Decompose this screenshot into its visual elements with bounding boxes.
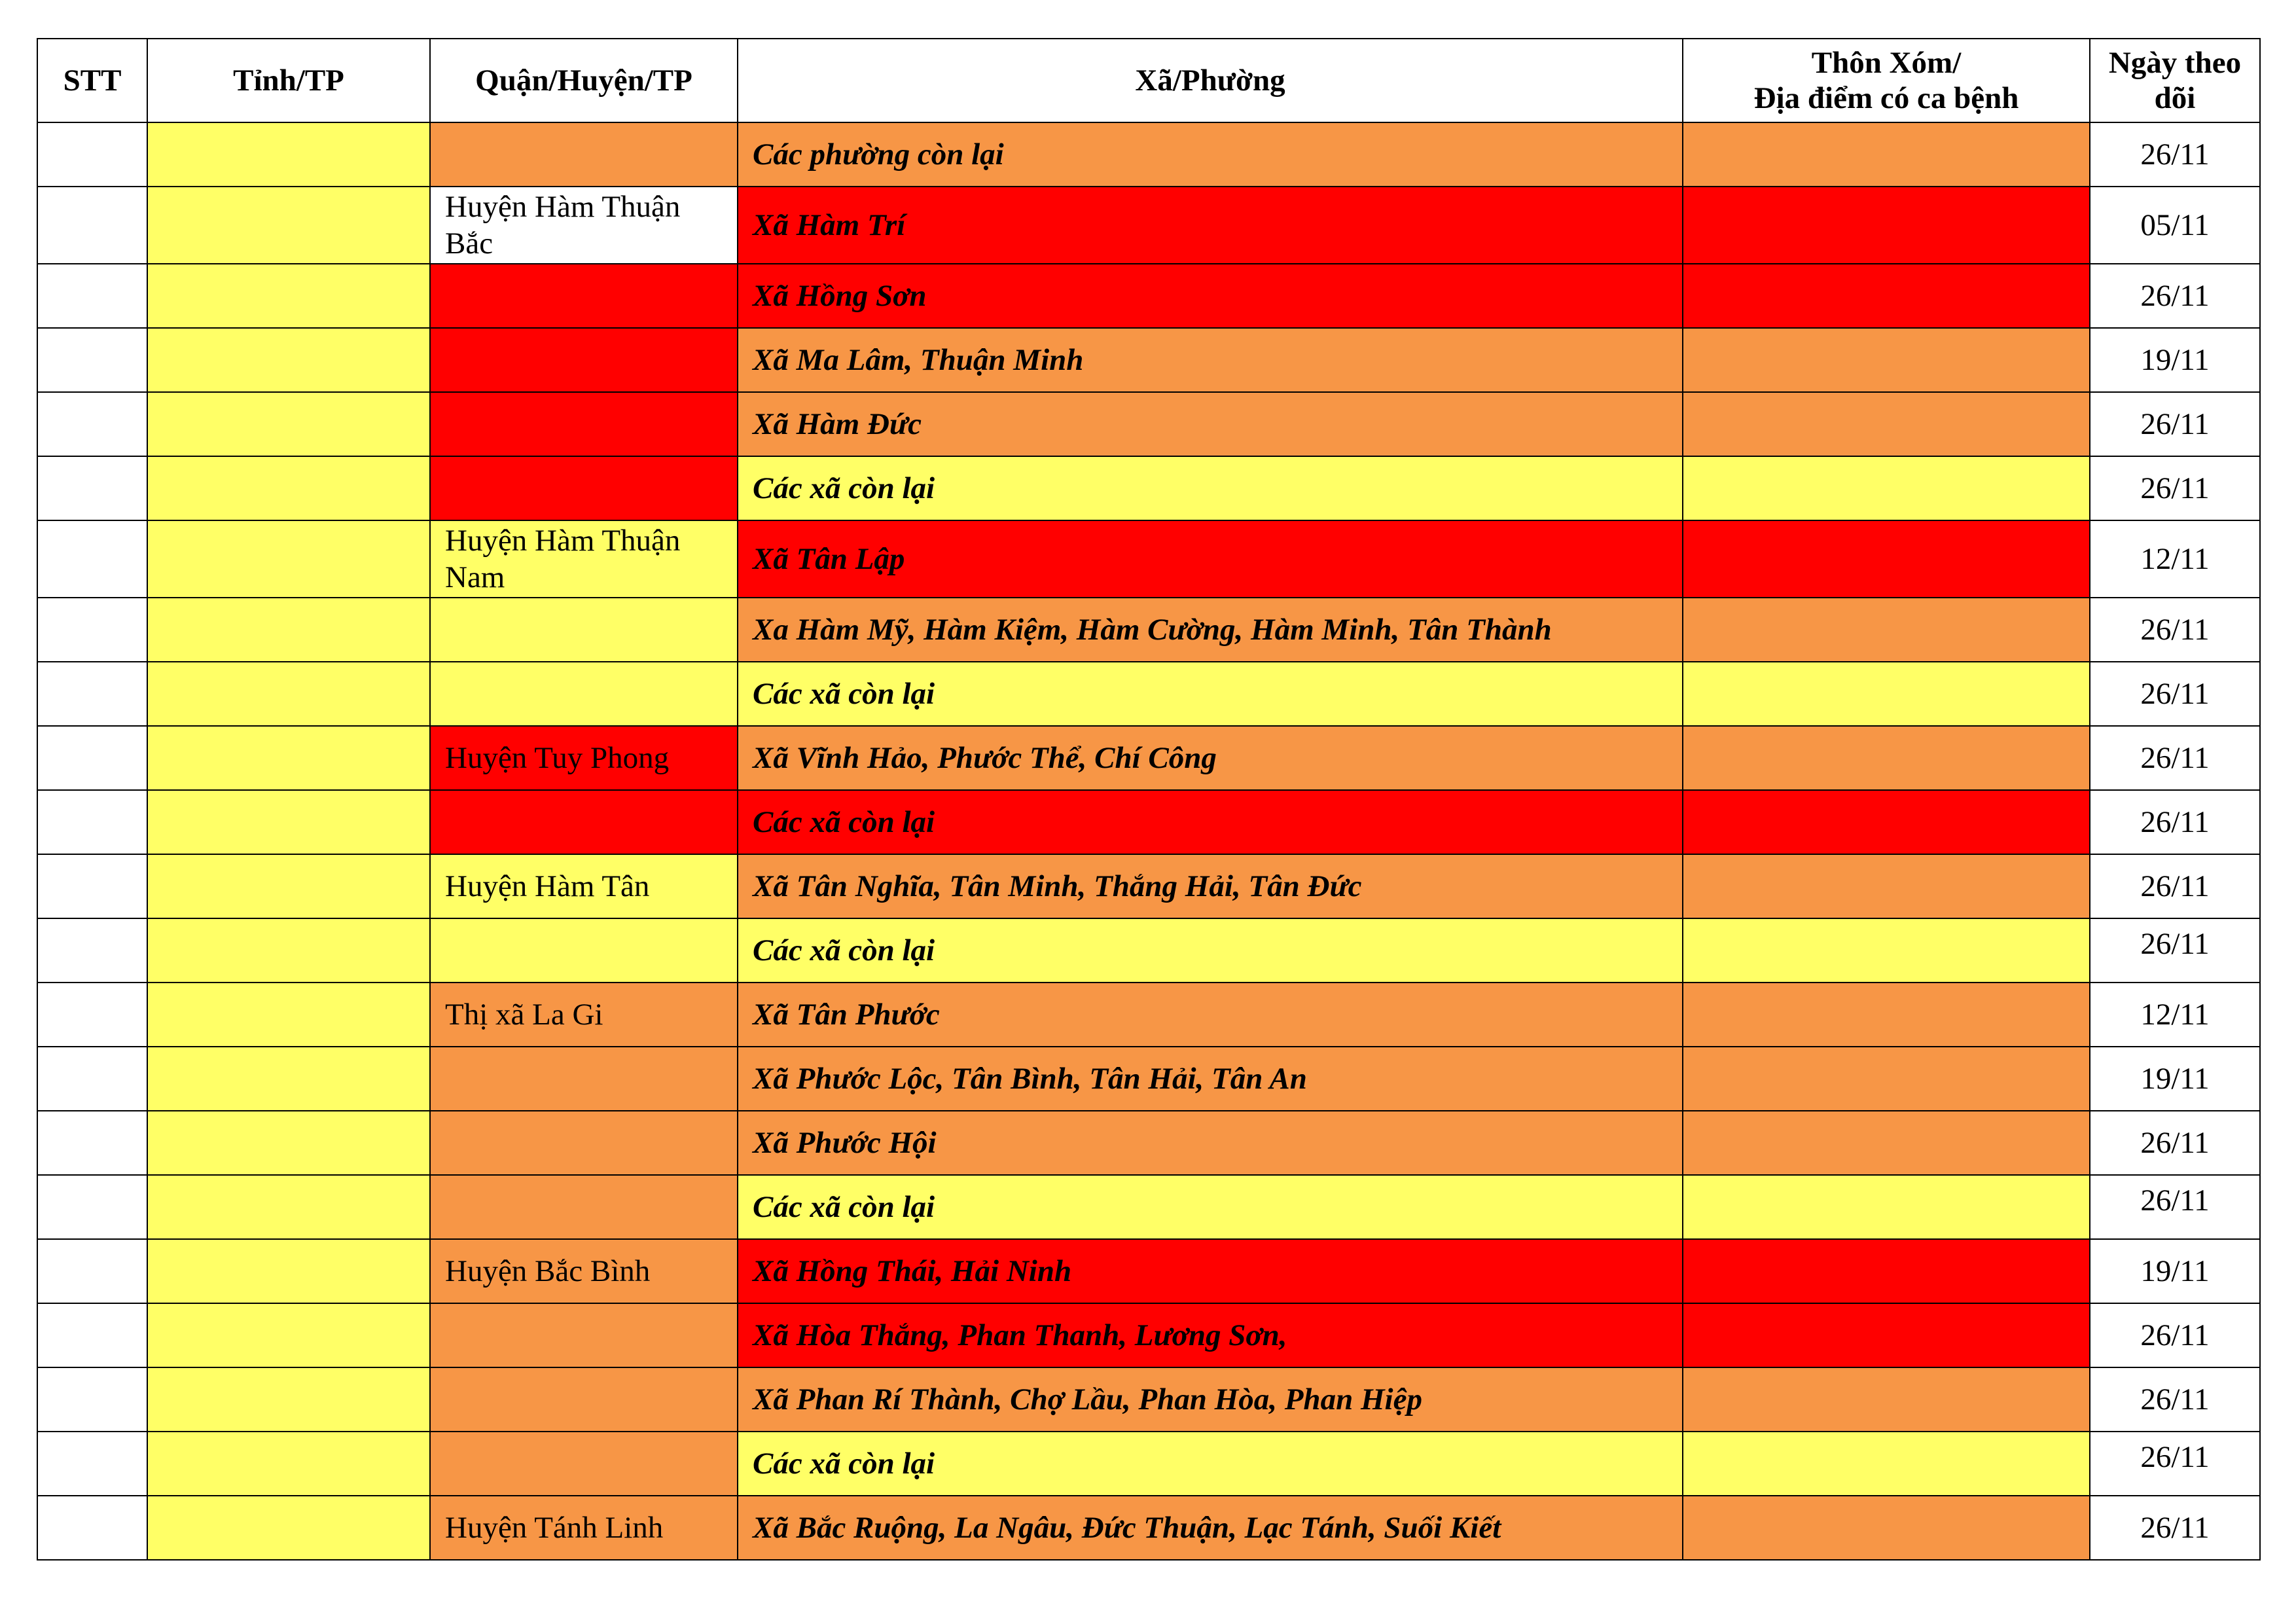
tracking-date-cell: 26/11 <box>2090 456 2260 520</box>
commune-cell: Xã Vĩnh Hảo, Phước Thể, Chí Công <box>738 726 1683 790</box>
tracking-date-cell: 26/11 <box>2090 1496 2260 1560</box>
header-date-line1: Ngày theo <box>2108 46 2242 80</box>
table-row <box>37 1047 2260 1111</box>
hamlet-cell <box>1683 392 2090 456</box>
tracking-date-cell: 12/11 <box>2090 520 2260 598</box>
province-cell <box>147 854 430 918</box>
province-cell <box>147 1496 430 1560</box>
hamlet-cell <box>1683 598 2090 662</box>
stt-cell <box>37 1367 147 1432</box>
province-cell <box>147 983 430 1047</box>
district-cell <box>430 1175 738 1239</box>
stt-cell <box>37 328 147 392</box>
hamlet-cell <box>1683 187 2090 264</box>
stt-cell <box>37 662 147 726</box>
commune-cell: Các xã còn lại <box>738 456 1683 520</box>
tracking-date-cell: 12/11 <box>2090 983 2260 1047</box>
commune-cell: Các xã còn lại <box>738 790 1683 854</box>
table-row <box>37 726 2260 790</box>
district-cell <box>430 456 738 520</box>
table-row <box>37 1239 2260 1303</box>
hamlet-cell <box>1683 983 2090 1047</box>
district-cell: Huyện Hàm Tân <box>430 854 738 918</box>
province-cell <box>147 1175 430 1239</box>
table-row <box>37 854 2260 918</box>
tracking-date-cell: 26/11 <box>2090 854 2260 918</box>
tracking-date-cell: 26/11 <box>2090 1111 2260 1175</box>
stt-cell <box>37 983 147 1047</box>
header-hamlet-line1: Thôn Xóm/ <box>1811 46 1962 80</box>
stt-cell <box>37 1175 147 1239</box>
stt-cell <box>37 264 147 328</box>
commune-cell: Các xã còn lại <box>738 662 1683 726</box>
commune-cell: Xã Tân Lập <box>738 520 1683 598</box>
commune-cell: Xã Phước Lộc, Tân Bình, Tân Hải, Tân An <box>738 1047 1683 1111</box>
hamlet-cell <box>1683 328 2090 392</box>
tracking-date-cell: 19/11 <box>2090 328 2260 392</box>
hamlet-cell <box>1683 264 2090 328</box>
district-cell <box>430 328 738 392</box>
header-district: Quận/Huyện/TP <box>430 39 738 122</box>
table-row <box>37 662 2260 726</box>
stt-cell <box>37 1303 147 1367</box>
table-row <box>37 264 2260 328</box>
province-cell <box>147 1111 430 1175</box>
table-row <box>37 1111 2260 1175</box>
commune-cell: Xã Hồng Thái, Hải Ninh <box>738 1239 1683 1303</box>
table-row <box>37 456 2260 520</box>
stt-cell <box>37 1047 147 1111</box>
table-row <box>37 598 2260 662</box>
commune-cell: Xã Hòa Thắng, Phan Thanh, Lương Sơn, <box>738 1303 1683 1367</box>
table-row <box>37 328 2260 392</box>
province-cell <box>147 520 430 598</box>
district-cell <box>430 790 738 854</box>
table-row <box>37 1303 2260 1367</box>
tracking-date-cell: 26/11 <box>2090 392 2260 456</box>
district-cell: Huyện Hàm Thuận Nam <box>430 520 738 598</box>
stt-cell <box>37 918 147 983</box>
commune-cell: Xã Phước Hội <box>738 1111 1683 1175</box>
hamlet-cell <box>1683 1496 2090 1560</box>
tracking-date-cell: 26/11 <box>2090 1303 2260 1367</box>
hamlet-cell <box>1683 790 2090 854</box>
table-body <box>37 122 2260 1560</box>
stt-cell <box>37 1432 147 1496</box>
district-cell <box>430 598 738 662</box>
table-row <box>37 918 2260 983</box>
province-cell <box>147 1432 430 1496</box>
district-cell: Huyện Bắc Bình <box>430 1239 738 1303</box>
province-cell <box>147 598 430 662</box>
district-cell <box>430 122 738 187</box>
province-cell <box>147 1047 430 1111</box>
commune-cell: Xã Hàm Đức <box>738 392 1683 456</box>
tracking-date-cell: 26/11 <box>2090 790 2260 854</box>
hamlet-cell <box>1683 1432 2090 1496</box>
stt-cell <box>37 392 147 456</box>
tracking-date-cell: 26/11 <box>2090 662 2260 726</box>
province-cell <box>147 456 430 520</box>
table-row <box>37 1175 2260 1239</box>
province-cell <box>147 392 430 456</box>
province-cell <box>147 1367 430 1432</box>
stt-cell <box>37 726 147 790</box>
district-cell: Huyện Hàm Thuận Bắc <box>430 187 738 264</box>
province-cell <box>147 1303 430 1367</box>
header-tracking-date <box>2090 39 2260 122</box>
province-cell <box>147 187 430 264</box>
district-cell <box>430 1047 738 1111</box>
table-row <box>37 392 2260 456</box>
district-cell <box>430 918 738 983</box>
tracking-date-cell: 19/11 <box>2090 1239 2260 1303</box>
stt-cell <box>37 1239 147 1303</box>
commune-cell: Các xã còn lại <box>738 1175 1683 1239</box>
commune-cell: Xã Bắc Ruộng, La Ngâu, Đức Thuận, Lạc Tánh, Suối Kiết <box>738 1496 1683 1560</box>
district-cell: Huyện Tánh Linh <box>430 1496 738 1560</box>
header-commune: Xã/Phường <box>738 39 1683 122</box>
table-row <box>37 983 2260 1047</box>
commune-cell: Xa Hàm Mỹ, Hàm Kiệm, Hàm Cường, Hàm Minh, Tân Thành <box>738 598 1683 662</box>
province-cell <box>147 328 430 392</box>
stt-cell <box>37 854 147 918</box>
district-cell <box>430 392 738 456</box>
province-cell <box>147 726 430 790</box>
header-date-line2: dõi <box>2154 81 2196 115</box>
commune-cell: Các xã còn lại <box>738 918 1683 983</box>
hamlet-cell <box>1683 1367 2090 1432</box>
table-row <box>37 790 2260 854</box>
header-hamlet <box>1683 39 2090 122</box>
district-cell <box>430 1111 738 1175</box>
district-cell <box>430 662 738 726</box>
stt-cell <box>37 456 147 520</box>
stt-cell <box>37 790 147 854</box>
header-hamlet-line2: Địa điểm có ca bệnh <box>1753 81 2019 115</box>
hamlet-cell <box>1683 1047 2090 1111</box>
district-cell <box>430 1432 738 1496</box>
tracking-date-cell: 05/11 <box>2090 187 2260 264</box>
commune-cell: Xã Phan Rí Thành, Chợ Lầu, Phan Hòa, Phan Hiệp <box>738 1367 1683 1432</box>
commune-cell: Xã Tân Nghĩa, Tân Minh, Thắng Hải, Tân Đức <box>738 854 1683 918</box>
stt-cell <box>37 598 147 662</box>
tracking-date-cell: 26/11 <box>2090 264 2260 328</box>
commune-cell: Các phường còn lại <box>738 122 1683 187</box>
tracking-date-cell: 26/11 <box>2090 1367 2260 1432</box>
district-cell <box>430 1367 738 1432</box>
hamlet-cell <box>1683 520 2090 598</box>
table-row <box>37 1367 2260 1432</box>
tracking-date-cell: 26/11 <box>2090 598 2260 662</box>
tracking-date-cell: 26/11 <box>2090 1432 2260 1496</box>
table-row <box>37 187 2260 264</box>
tracking-date-cell: 26/11 <box>2090 726 2260 790</box>
stt-cell <box>37 1496 147 1560</box>
hamlet-cell <box>1683 1111 2090 1175</box>
tracking-date-cell: 26/11 <box>2090 1175 2260 1239</box>
province-cell <box>147 918 430 983</box>
province-cell <box>147 122 430 187</box>
tracking-date-cell: 19/11 <box>2090 1047 2260 1111</box>
table-row <box>37 520 2260 598</box>
province-cell <box>147 790 430 854</box>
province-cell <box>147 662 430 726</box>
hamlet-cell <box>1683 122 2090 187</box>
hamlet-cell <box>1683 456 2090 520</box>
outbreak-level-table <box>37 38 2261 1561</box>
hamlet-cell <box>1683 1239 2090 1303</box>
hamlet-cell <box>1683 1175 2090 1239</box>
stt-cell <box>37 520 147 598</box>
hamlet-cell <box>1683 726 2090 790</box>
district-cell: Huyện Tuy Phong <box>430 726 738 790</box>
table-row <box>37 1432 2260 1496</box>
table-row <box>37 1496 2260 1560</box>
hamlet-cell <box>1683 662 2090 726</box>
commune-cell: Các xã còn lại <box>738 1432 1683 1496</box>
header-province: Tỉnh/TP <box>147 39 430 122</box>
commune-cell: Xã Hồng Sơn <box>738 264 1683 328</box>
table-row <box>37 122 2260 187</box>
commune-cell: Xã Ma Lâm, Thuận Minh <box>738 328 1683 392</box>
commune-cell: Xã Hàm Trí <box>738 187 1683 264</box>
hamlet-cell <box>1683 1303 2090 1367</box>
commune-cell: Xã Tân Phước <box>738 983 1683 1047</box>
header-stt: STT <box>37 39 147 122</box>
district-cell <box>430 264 738 328</box>
stt-cell <box>37 1111 147 1175</box>
hamlet-cell <box>1683 854 2090 918</box>
province-cell <box>147 1239 430 1303</box>
district-cell <box>430 1303 738 1367</box>
header-row <box>37 39 2260 122</box>
tracking-date-cell: 26/11 <box>2090 918 2260 983</box>
province-cell <box>147 264 430 328</box>
stt-cell <box>37 187 147 264</box>
stt-cell <box>37 122 147 187</box>
hamlet-cell <box>1683 918 2090 983</box>
district-cell: Thị xã La Gi <box>430 983 738 1047</box>
tracking-date-cell: 26/11 <box>2090 122 2260 187</box>
